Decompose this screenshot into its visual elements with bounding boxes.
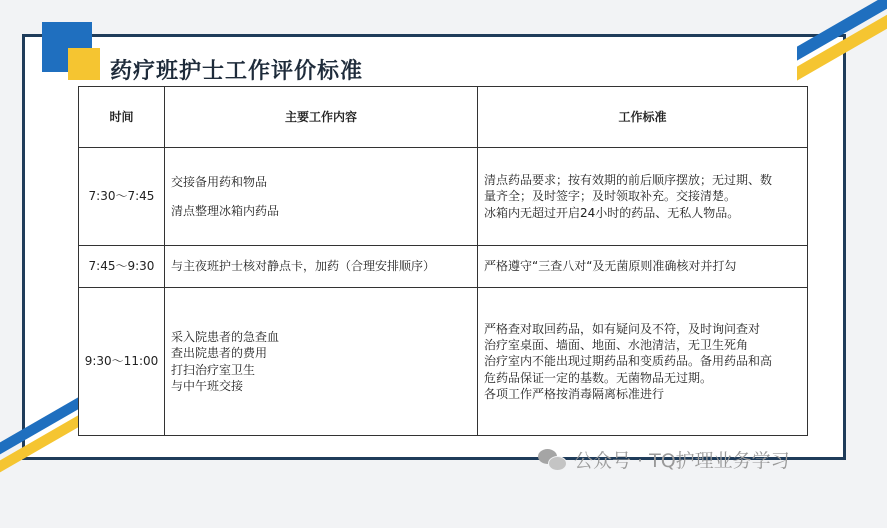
- watermark: [538, 446, 790, 473]
- content-line: 查出院患者的费用: [171, 346, 268, 361]
- row-criteria: [478, 246, 808, 288]
- wechat-icon: [538, 449, 566, 471]
- row-criteria: [478, 148, 808, 246]
- watermark-text: 公众号 · TQ护理业务学习: [574, 450, 790, 472]
- table-row: [79, 148, 808, 246]
- content-line: 与中午班交接: [171, 378, 244, 393]
- content-line: 采入院患者的急查血: [171, 330, 280, 345]
- content-line: 与主夜班护士核对静点卡，加药（合理安排顺序）: [171, 259, 436, 274]
- content-line: 交接备用药和物品: [171, 175, 268, 190]
- row-content: [165, 288, 478, 436]
- content-line: 打扫治疗室卫生: [171, 362, 256, 377]
- content-line: 清点整理冰箱内药品: [171, 203, 280, 218]
- criteria-line: 危药品保证一定的基数。无菌物品无过期。: [484, 370, 713, 385]
- criteria-line: 治疗室桌面、墙面、地面、水池清洁，无卫生死角: [484, 338, 749, 353]
- row-time: 9:30～11:00: [79, 288, 165, 436]
- row-criteria: [478, 288, 808, 436]
- header-time: 时间: [79, 87, 165, 148]
- row-content: [165, 148, 478, 246]
- row-time: 7:45～9:30: [79, 246, 165, 288]
- content-spacer: [171, 191, 476, 203]
- table-row: [79, 288, 808, 436]
- table-row: [79, 246, 808, 288]
- row-time: 7:30～7:45: [79, 148, 165, 246]
- criteria-line: 严格查对取回药品，如有疑问及不符，及时询问查对: [484, 322, 761, 337]
- criteria-line: 量齐全；及时签字；及时领取补充。交接清楚。: [484, 189, 737, 204]
- criteria-line: 治疗室内不能出现过期药品和变质药品。备用药品和高: [484, 354, 773, 369]
- criteria-line: 清点药品要求；按有效期的前后顺序摆放；无过期、数: [484, 173, 773, 188]
- criteria-line: 严格遵守“三查八对“及无菌原则准确核对并打勾: [484, 259, 737, 274]
- decor-yellow-square: [68, 48, 100, 80]
- page-title: 药疗班护士工作评价标准: [110, 59, 364, 84]
- evaluation-table: [78, 86, 808, 436]
- criteria-line: 冰箱内无超过开启24小时的药品、无私人物品。: [484, 205, 740, 220]
- header-criteria: 工作标准: [478, 87, 808, 148]
- header-main-content: 主要工作内容: [165, 87, 478, 148]
- table-header-row: [79, 87, 808, 148]
- row-content: [165, 246, 478, 288]
- criteria-line: 各项工作严格按消毒隔离标准进行: [484, 386, 665, 401]
